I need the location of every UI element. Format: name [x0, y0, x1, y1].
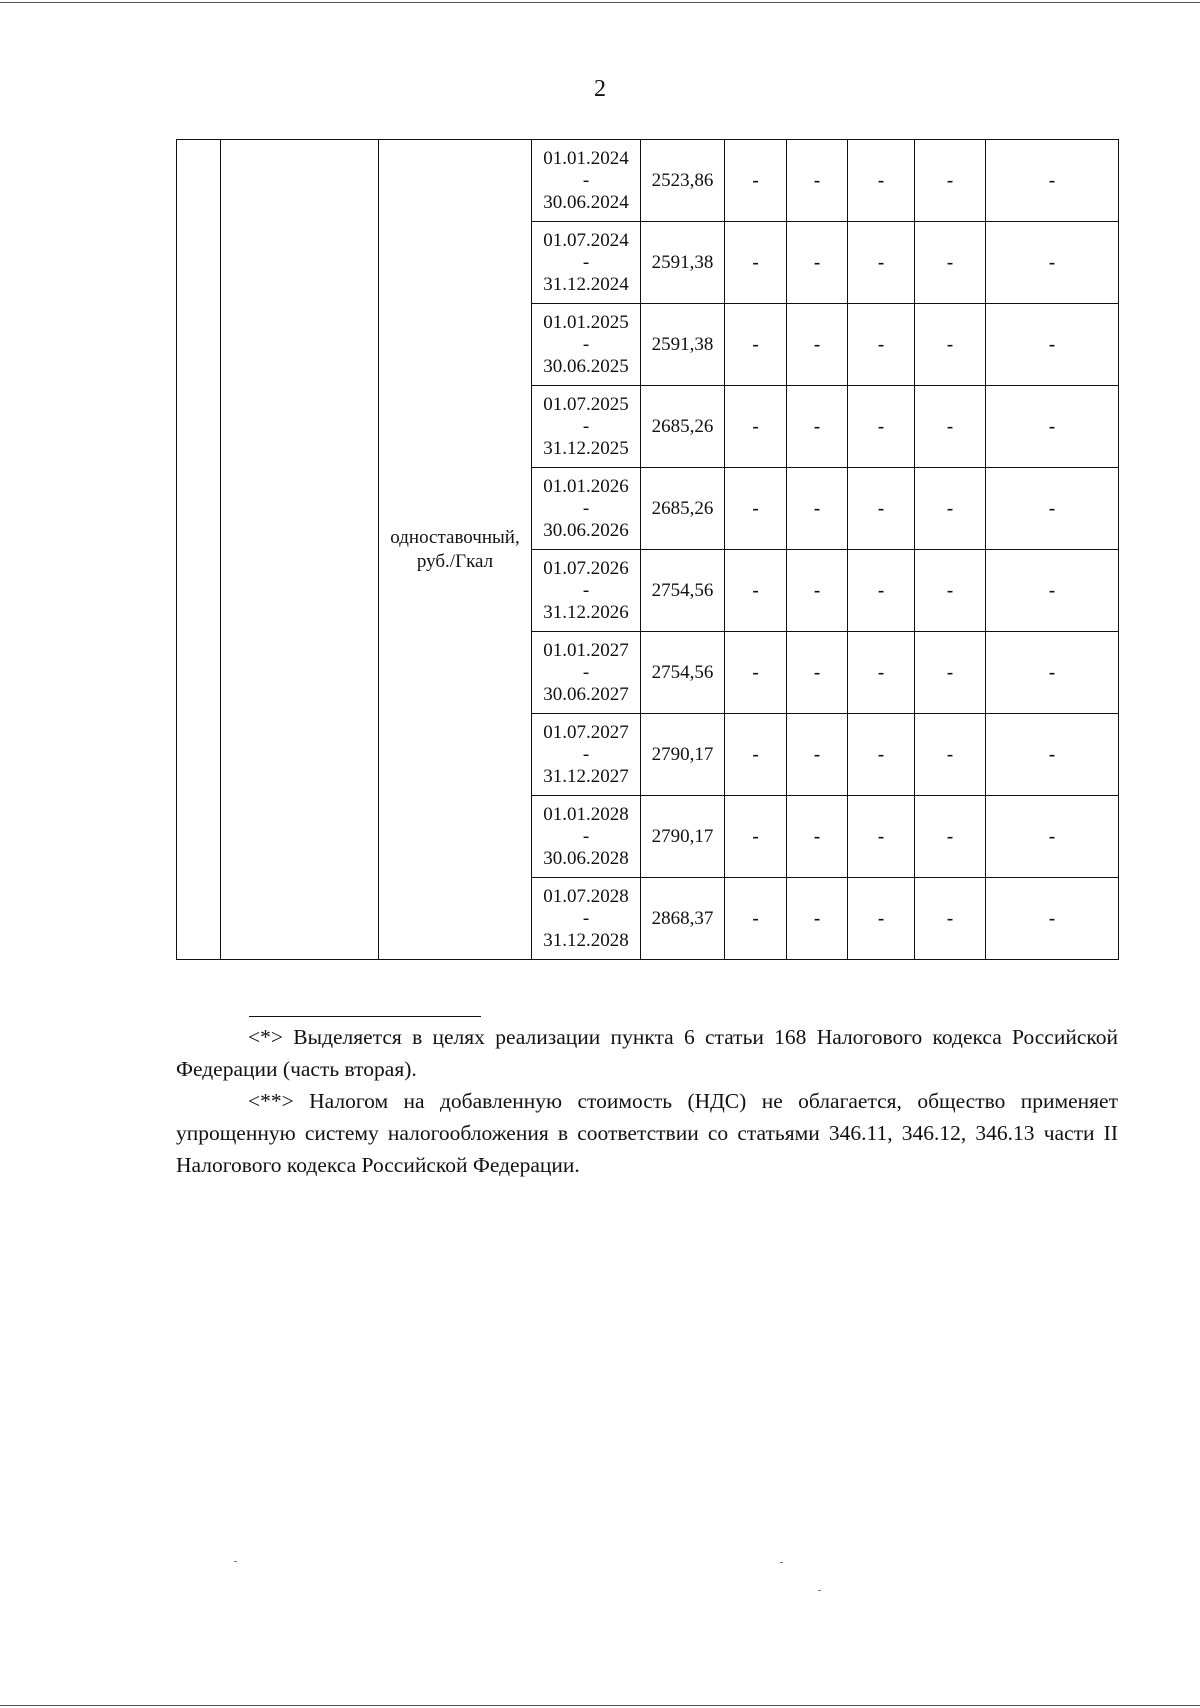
period-cell [532, 878, 641, 960]
period-start: 01.01.2024 [543, 147, 629, 169]
empty-value-cell: - [915, 714, 986, 796]
empty-value-cell: - [848, 714, 915, 796]
empty-value-cell: - [848, 222, 915, 304]
period-cell [532, 304, 641, 386]
footnote-separator [249, 1016, 481, 1017]
tariff-value-cell: 2754,56 [641, 632, 725, 714]
period-cell [532, 714, 641, 796]
tariff-table-body [177, 140, 1119, 960]
empty-value-cell: - [787, 222, 848, 304]
period-end: 31.12.2024 [543, 273, 629, 295]
period-cell [532, 796, 641, 878]
empty-value-cell: - [787, 714, 848, 796]
period-end: 30.06.2028 [543, 847, 629, 869]
empty-value-cell: - [986, 632, 1119, 714]
period-separator: - [582, 333, 590, 355]
empty-value-cell: - [848, 796, 915, 878]
empty-value-cell: - [915, 386, 986, 468]
period-separator: - [582, 169, 590, 191]
tariff-table [176, 139, 1119, 960]
scan-speck [780, 1562, 783, 1563]
scan-speck [818, 1590, 821, 1591]
tariff-value-cell: 2685,26 [641, 468, 725, 550]
period-end: 30.06.2026 [543, 519, 629, 541]
empty-value-cell: - [848, 304, 915, 386]
empty-value-cell: - [787, 550, 848, 632]
empty-value-cell: - [915, 796, 986, 878]
tariff-value-cell: 2591,38 [641, 304, 725, 386]
empty-value-cell: - [986, 714, 1119, 796]
period-end: 30.06.2024 [543, 191, 629, 213]
scan-top-edge [0, 2, 1200, 3]
empty-value-cell: - [986, 222, 1119, 304]
period-start: 01.01.2027 [543, 639, 629, 661]
page-number: 2 [594, 76, 606, 102]
period-start: 01.01.2026 [543, 475, 629, 497]
period-start: 01.01.2028 [543, 803, 629, 825]
table-row [177, 140, 1119, 222]
footnote-vat-exemption: <**> Налогом на добавленную стоимость (НДС) не облагается, общество применяет упрощенную систему налогообложения в соответствии со статьями 346.11, 346.12, 346.13 части II Налогового кодекса Российской Федерации. [176, 1089, 1118, 1177]
period-end: 30.06.2027 [543, 683, 629, 705]
period-cell [532, 468, 641, 550]
empty-value-cell: - [915, 468, 986, 550]
period-start: 01.07.2028 [543, 885, 629, 907]
scan-speck [234, 1561, 237, 1562]
empty-value-cell: - [787, 140, 848, 222]
footnote-vat-allocation: <*> Выделяется в целях реализации пункта 6 статьи 168 Налогового кодекса Российской Федерации (часть вторая). [176, 1025, 1118, 1081]
empty-value-cell: - [915, 222, 986, 304]
period-cell [532, 550, 641, 632]
empty-value-cell: - [787, 878, 848, 960]
period-end: 31.12.2026 [543, 601, 629, 623]
empty-value-cell: - [915, 878, 986, 960]
empty-value-cell: - [986, 796, 1119, 878]
period-separator: - [582, 579, 590, 601]
empty-value-cell: - [725, 632, 787, 714]
organization-cell [221, 140, 379, 960]
empty-value-cell: - [986, 140, 1119, 222]
tariff-value-cell: 2523,86 [641, 140, 725, 222]
empty-value-cell: - [986, 468, 1119, 550]
tariff-value-cell: 2591,38 [641, 222, 725, 304]
period-cell [532, 222, 641, 304]
empty-value-cell: - [848, 632, 915, 714]
empty-value-cell: - [915, 632, 986, 714]
empty-value-cell: - [848, 878, 915, 960]
footnotes [176, 1021, 1118, 1181]
period-start: 01.07.2026 [543, 557, 629, 579]
empty-value-cell: - [848, 468, 915, 550]
empty-value-cell: - [725, 222, 787, 304]
period-separator: - [582, 497, 590, 519]
scan-bottom-edge [0, 1705, 1200, 1706]
empty-value-cell: - [725, 140, 787, 222]
tariff-unit-cell: одноставочный, руб./Гкал [379, 140, 532, 960]
period-separator: - [582, 743, 590, 765]
row-number-cell [177, 140, 221, 960]
period-separator: - [582, 251, 590, 273]
period-cell [532, 386, 641, 468]
tariff-value-cell: 2790,17 [641, 714, 725, 796]
empty-value-cell: - [787, 632, 848, 714]
empty-value-cell: - [986, 878, 1119, 960]
empty-value-cell: - [725, 796, 787, 878]
period-start: 01.01.2025 [543, 311, 629, 333]
period-start: 01.07.2025 [543, 393, 629, 415]
period-separator: - [582, 661, 590, 683]
empty-value-cell: - [725, 304, 787, 386]
period-cell [532, 632, 641, 714]
tariff-value-cell: 2868,37 [641, 878, 725, 960]
period-end: 30.06.2025 [543, 355, 629, 377]
empty-value-cell: - [787, 386, 848, 468]
period-start: 01.07.2024 [543, 229, 629, 251]
empty-value-cell: - [986, 386, 1119, 468]
period-cell [532, 140, 641, 222]
empty-value-cell: - [986, 550, 1119, 632]
empty-value-cell: - [725, 468, 787, 550]
empty-value-cell: - [848, 140, 915, 222]
tariff-value-cell: 2685,26 [641, 386, 725, 468]
empty-value-cell: - [915, 140, 986, 222]
empty-value-cell: - [787, 796, 848, 878]
tariff-value-cell: 2790,17 [641, 796, 725, 878]
empty-value-cell: - [986, 304, 1119, 386]
period-separator: - [582, 907, 590, 929]
empty-value-cell: - [725, 714, 787, 796]
period-end: 31.12.2025 [543, 437, 629, 459]
empty-value-cell: - [725, 550, 787, 632]
empty-value-cell: - [915, 304, 986, 386]
empty-value-cell: - [848, 550, 915, 632]
period-start: 01.07.2027 [543, 721, 629, 743]
empty-value-cell: - [725, 878, 787, 960]
empty-value-cell: - [848, 386, 915, 468]
period-end: 31.12.2028 [543, 929, 629, 951]
empty-value-cell: - [787, 304, 848, 386]
tariff-value-cell: 2754,56 [641, 550, 725, 632]
period-separator: - [582, 415, 590, 437]
period-end: 31.12.2027 [543, 765, 629, 787]
empty-value-cell: - [915, 550, 986, 632]
period-separator: - [582, 825, 590, 847]
empty-value-cell: - [787, 468, 848, 550]
empty-value-cell: - [725, 386, 787, 468]
